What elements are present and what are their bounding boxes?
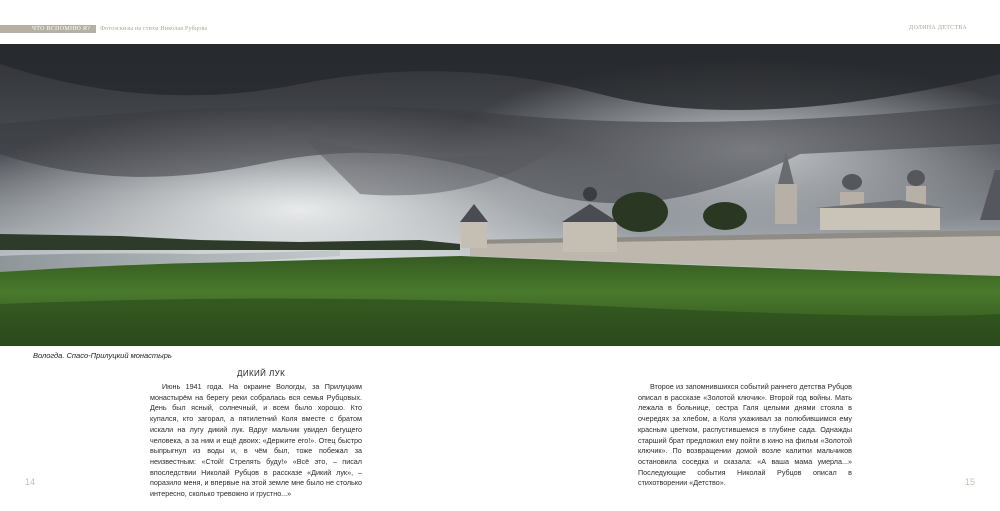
running-head-left (0, 25, 207, 33)
left-paragraph: Июнь 1941 года. На окраине Вологды, за Прилуцким монастырём на берегу реки собралась вся семья Рубцовых. День был ясный, солнечный, и всем было хорошо. Кто купался, кто загорал, а пятилетний Коля вместе с братом искали на лугу дикий лук. Вдруг мальчик увидел бегущего человека, а за ним и ещё двоих: «Держите его!». Отец быстро выпрыгнул из воды и, в чём был, тоже побежал за неизвестным: «Стой! Стрелять буду!» «Всё это, – писал впоследствии Николай Рубцов в рассказе «Дикий лук», – поразило меня, и впервые на этой земле мне было не столько интересно, сколько тревожно и грустно...» (150, 382, 362, 499)
photo-caption: Вологда. Спасо-Прилуцкий монастырь (33, 351, 172, 360)
running-head-right: ДОЛИНА ДЕТСТВА (909, 25, 967, 31)
section-tag: ЧТО ВСПОМНЮ Я? (0, 25, 96, 33)
left-column (150, 382, 362, 500)
story-title: ДИКИЙ ЛУК (237, 369, 286, 378)
monastery-panorama-photo (0, 44, 1000, 346)
section-subtitle: Фотоэскизы на стихи Николая Рубцова (100, 26, 208, 32)
right-paragraph: Второе из запомнившихся событий раннего детства Рубцов описал в рассказе «Золотой ключик». Второй год войны. Мать лежала в больнице, сестра Галя целыми днями стояла в очередях за хлебом, а Коля ухаживал за полюбившимся ему красным цветком, распустившемся в глубине сада. Однажды старший брат предложил ему пойти в кино на фильм «Золотой ключик». По возвращении домой возле калитки мальчиков остановила соседка и сказала: «А ваша мама умерла...» Последующие события Николай Рубцов описал в стихотворении «Детство». (638, 382, 852, 488)
page-number-left: 14 (25, 477, 36, 487)
right-column (638, 382, 852, 489)
page-number-right: 15 (964, 477, 975, 487)
